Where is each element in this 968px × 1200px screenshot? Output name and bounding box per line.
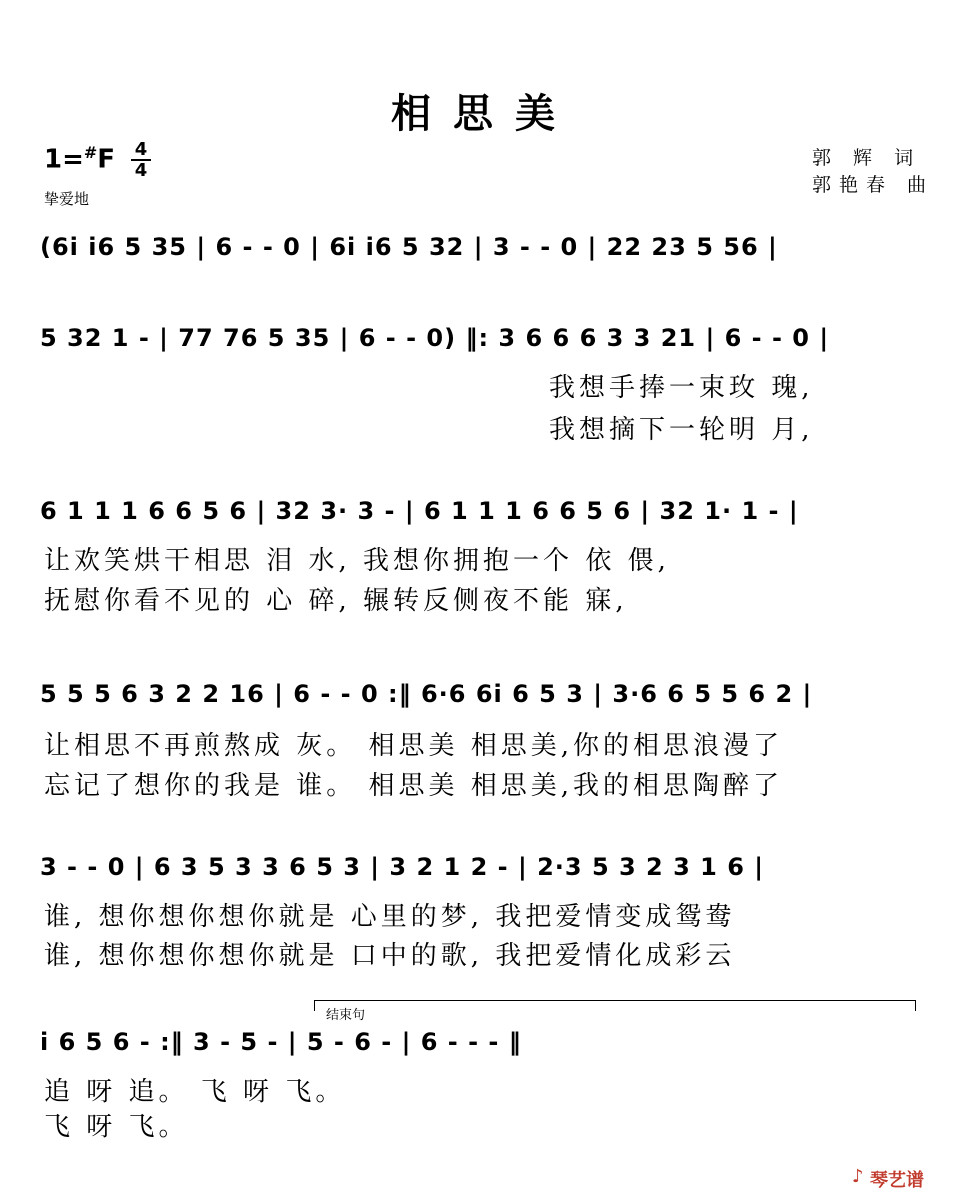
- system-4-lyric-1: 让相思不再煎熬成 灰。 相思美 相思美,你的相思浪漫了: [44, 731, 784, 761]
- lyricist-credit: 郭 辉 词: [812, 147, 922, 169]
- system-6-lyric-1: 追 呀 追。 飞 呀 飞。: [44, 1077, 346, 1107]
- key-prefix: 1=: [44, 144, 84, 175]
- time-signature: [131, 140, 151, 180]
- meter-top: 4: [134, 139, 148, 160]
- system-4-notes: 5 5 5 6 3 2 2 16 | 6 - - 0 :‖ 6·6 6i 6 5 3 | 3·6 6 5 5 6 2 |: [40, 680, 813, 708]
- system-2-notes: 5 32 1 - | 77 76 5 35 | 6 - - 0) ‖: 3 6 6 6 3 3 21 | 6 - - 0 |: [40, 324, 830, 352]
- sharp-sign: #: [83, 143, 98, 162]
- system-6-notes: i 6 5 6 - :‖ 3 - 5 - | 5 - 6 - | 6 - - - ‖: [40, 1028, 522, 1056]
- system-4-lyric-2: 忘记了想你的我是 谁。 相思美 相思美,我的相思陶醉了: [44, 771, 784, 801]
- system-5-lyric-2: 谁, 想你想你想你就是 口中的歌, 我把爱情化成彩云: [44, 941, 736, 971]
- system-1-notes: (6i i6 5 35 | 6 - - 0 | 6i i6 5 32 | 3 - - 0 | 22 23 5 56 |: [40, 233, 778, 261]
- song-title: 相思美: [391, 90, 577, 137]
- system-2-lyric-2: 我想摘下一轮明 月,: [549, 415, 814, 445]
- system-6-lyric-2: 飞 呀 飞。: [44, 1112, 189, 1142]
- system-3-notes: 6 1 1 1 6 6 5 6 | 32 3· 3 - | 6 1 1 1 6 6 5 6 | 32 1· 1 - |: [40, 497, 799, 525]
- expression-marking: 挚爱地: [44, 190, 90, 208]
- key-signature: [44, 143, 115, 175]
- system-3-lyric-1: 让欢笑烘干相思 泪 水, 我想你拥抱一个 依 偎,: [44, 546, 670, 576]
- system-3-lyric-2: 抚慰你看不见的 心 碎, 辗转反侧夜不能 寐,: [44, 586, 628, 616]
- meter-bottom: 4: [131, 159, 151, 180]
- composer-credit: 郭艳春 曲: [812, 174, 935, 196]
- ending-bracket: [314, 1000, 916, 1011]
- watermark: 琴艺谱: [870, 1170, 924, 1191]
- ending-label: 结束句: [326, 1008, 366, 1023]
- key-note: F: [97, 144, 116, 175]
- watermark-logo-icon: ♪: [852, 1166, 864, 1187]
- system-2-lyric-1: 我想手捧一束玫 瑰,: [549, 373, 814, 403]
- system-5-notes: 3 - - 0 | 6 3 5 3 3 6 5 3 | 3 2 1 2 - | 2·3 5 3 2 3 1 6 |: [40, 853, 765, 881]
- system-5-lyric-1: 谁, 想你想你想你就是 心里的梦, 我把爱情变成鸳鸯: [44, 902, 736, 932]
